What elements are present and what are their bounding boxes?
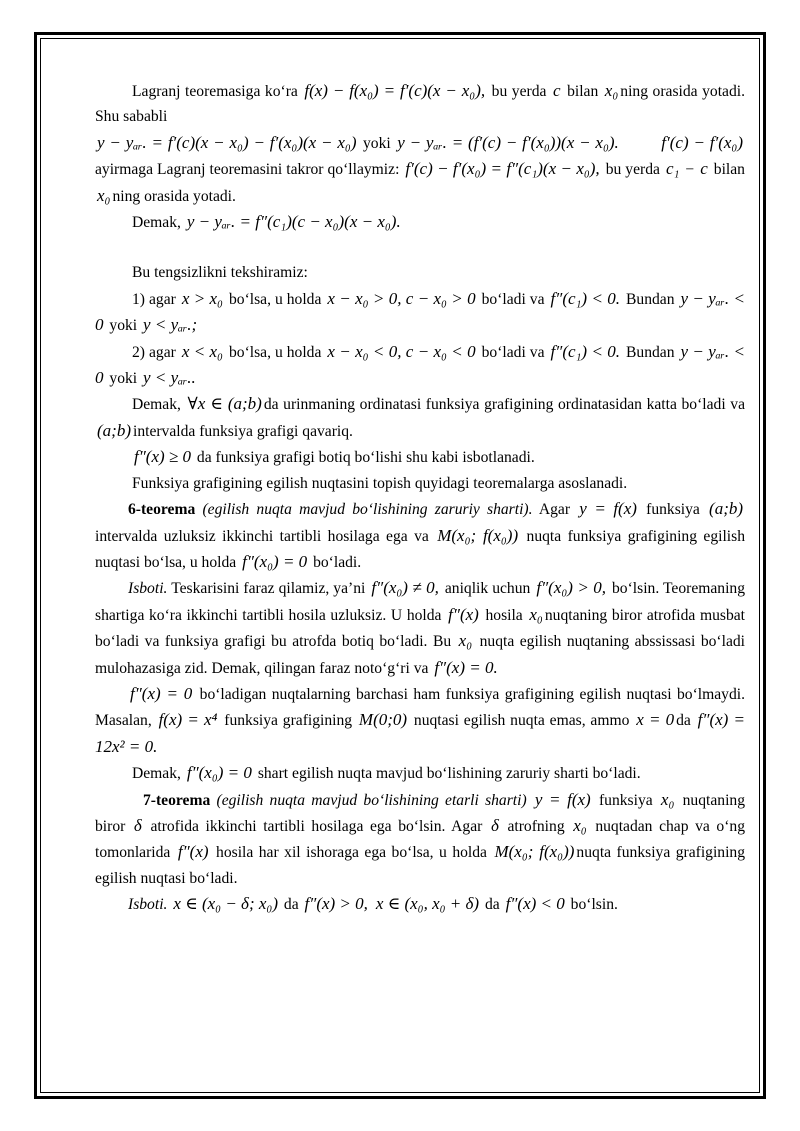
- formula: x ∈ (x₀ − δ; x₀): [173, 894, 278, 914]
- text: da funksiya grafigi botiq bo‘lishi shu kabi isbotlanadi.: [196, 449, 535, 467]
- formula: y = f(x): [534, 789, 591, 809]
- text: bo‘ladi.: [313, 553, 362, 571]
- formula: f″(x) ≥ 0: [134, 447, 192, 467]
- text: nuqtadan chap va o‘ng tomonlarida: [95, 817, 746, 862]
- paragraph-difference: y − yₐᵣ. = f′(c)(x − x₀) − f′(x₀)(x − x₀) yoki y − yₐᵣ. = (f′(c) − f′(x₀))(x − x₀). f′(c) − f′(x₀) ayirmaga Lagranj teoremasini takror qo‘llaymiz: f′(c) − f′(x₀) = f″(c₁)(x − x₀), bu yerda c₁ − c bilan x₀ ning orasida yotadi.: [95, 132, 745, 205]
- theorem-title: 6-teorema: [128, 501, 196, 519]
- formula: x − x₀ < 0, c − x₀ < 0: [327, 341, 476, 361]
- formula: c: [700, 159, 708, 179]
- formula: f′(c) − f′(x₀) = f″(c₁)(x − x₀),: [405, 159, 600, 179]
- text: Demak,: [132, 396, 181, 414]
- formula: f″(x₀) = 0: [242, 551, 308, 571]
- text: yoki: [362, 134, 391, 152]
- paragraph-case-1: [95, 286, 745, 339]
- formula: f(x) = x⁴: [158, 710, 218, 730]
- proof-label: Isboti.: [128, 580, 168, 598]
- text: 1) agar: [132, 290, 176, 308]
- formula: x > x₀: [181, 288, 223, 308]
- text: nuqtaning biror: [95, 791, 745, 835]
- text: Demak,: [132, 214, 181, 232]
- proof-label: Isboti.: [128, 896, 168, 914]
- formula: f′(c) − f′(x₀): [661, 132, 743, 152]
- text: bo‘lsa, u holda: [228, 343, 322, 361]
- formula: δ: [133, 815, 142, 835]
- paragraph-counterexample: [95, 681, 745, 760]
- text: ayirmaga Lagranj teoremasini takror qo‘llaymiz:: [95, 161, 400, 179]
- formula: (a;b): [709, 499, 744, 519]
- formula: M(0;0): [358, 710, 408, 730]
- text: Demak,: [132, 765, 181, 783]
- proof-7: [95, 891, 745, 917]
- formula: y < yₐᵣ.;: [143, 315, 198, 335]
- text: hosila: [485, 606, 523, 624]
- formula: M(x₀; f(x₀)): [437, 525, 519, 545]
- formula: x₀: [458, 631, 473, 651]
- text: da: [283, 896, 299, 914]
- text: shart egilish nuqta mavjud bo‘lishining zaruriy sharti bo‘ladi.: [257, 765, 641, 783]
- paragraph-case-2: [95, 339, 745, 392]
- formula: x ∈ (x₀, x₀ + δ): [375, 894, 480, 914]
- text: Teskarisini faraz qilamiz, ya’ni: [171, 580, 366, 598]
- formula: x₀: [97, 185, 111, 205]
- text: Bundan: [626, 343, 675, 361]
- paragraph-conclusion-1: [95, 209, 745, 235]
- formula: (a;b): [97, 420, 131, 440]
- formula: f(x) − f(x₀) = f′(c)(x − x₀),: [304, 81, 486, 100]
- paragraph-intro-theorems: [95, 471, 745, 496]
- text: nuqta egilish nuqtaning abssissasi bo‘ladi mulohazasiga zid. Demak, qilingan faraz noto‘g‘ri va: [95, 633, 745, 677]
- formula: f″(x) = 12x² = 0.: [95, 710, 745, 756]
- formula: y < yₐᵣ..: [143, 368, 196, 388]
- document-page: [95, 78, 745, 918]
- formula: c₁: [665, 159, 680, 179]
- formula: f″(x₀) > 0,: [536, 578, 606, 598]
- text: 2) agar: [132, 343, 176, 361]
- proof-6: [95, 575, 745, 681]
- text: ning orasida yotadi. Shu sababli: [95, 83, 745, 126]
- text: da urinmaning ordinatasi funksiya grafigining ordinatasidan katta bo‘ladi va: [263, 396, 745, 414]
- text: funksiya: [646, 501, 700, 519]
- formula: x = 0: [636, 710, 675, 730]
- formula: x₀: [529, 604, 543, 624]
- formula: x₀: [604, 81, 619, 100]
- theorem-subtitle: (egilish nuqta mavjud bo‘lishining zaruriy sharti).: [202, 501, 533, 519]
- formula: x < x₀: [181, 341, 223, 361]
- text: aniqlik uchun: [444, 580, 531, 598]
- text: bilan: [713, 161, 745, 179]
- formula: f″(x) > 0,: [304, 894, 368, 914]
- paragraph-lagrange: [95, 78, 745, 130]
- text: bo‘ladi va: [481, 290, 545, 308]
- text: bu yerda: [491, 83, 547, 100]
- formula: y = f(x): [579, 499, 637, 519]
- formula: x − x₀ > 0, c − x₀ > 0: [327, 288, 476, 308]
- text: Lagranj teoremasiga ko‘ra: [132, 83, 298, 100]
- formula: f″(x): [448, 604, 479, 624]
- text: nuqtaning biror atrofida musbat bo‘ladi va funksiya grafigi bu atrofda botiq bo‘ladi. Bu: [95, 606, 745, 651]
- formula: M(x₀; f(x₀)): [494, 842, 575, 862]
- formula: f″(c₁) < 0.: [550, 288, 621, 308]
- theorem-subtitle: (egilish nuqta mavjud bo‘lishining etarli sharti): [216, 791, 527, 809]
- text: bo‘lsa, u holda: [228, 290, 322, 308]
- formula: f″(x₀) ≠ 0,: [371, 578, 439, 598]
- text: atrofning: [507, 817, 565, 835]
- formula: x₀: [660, 789, 675, 809]
- theorem-6: [95, 496, 745, 575]
- text: intervalda funksiya grafigi qavariq.: [132, 422, 353, 440]
- text: nuqta funksiya grafigining egilish nuqtasi bo‘lsa, u holda: [95, 527, 745, 571]
- text: funksiya: [598, 791, 653, 809]
- text: Agar: [538, 501, 571, 519]
- text: hosila har xil ishoraga ega bo‘lsa, u holda: [216, 844, 487, 862]
- formula: f″(x): [177, 842, 209, 862]
- text: bilan: [567, 83, 599, 100]
- text: Bundan: [626, 290, 675, 308]
- text: ning orasida yotadi.: [112, 187, 236, 205]
- theorem-title: 7-teorema: [143, 791, 211, 809]
- text: bo‘ladi va: [481, 343, 545, 361]
- text: bu yerda: [605, 161, 660, 179]
- paragraph-conclusion-2: [95, 760, 745, 786]
- text: da: [676, 712, 691, 730]
- formula: f″(x) = 0: [130, 683, 193, 703]
- paragraph-check: [95, 260, 745, 285]
- paragraph-convexity: [95, 444, 745, 470]
- text: bo‘ladigan nuqtalarning barchasi ham funksiya grafigining egilish nuqtasi bo‘lmaydi. Masalan,: [95, 685, 745, 730]
- formula: c: [552, 81, 561, 100]
- text: nuqta funksiya grafigining egilish nuqtasi bo‘ladi.: [95, 844, 746, 887]
- formula: y − yₐᵣ. = (f′(c) − f′(x₀))(x − x₀).: [397, 132, 619, 152]
- formula: y − yₐᵣ. < 0: [95, 288, 745, 335]
- formula: y − yₐᵣ. < 0: [95, 341, 745, 388]
- blank-line: [95, 235, 745, 260]
- formula: f″(c₁) < 0.: [550, 341, 621, 361]
- formula: x₀: [573, 815, 587, 835]
- formula: δ: [490, 815, 499, 835]
- text: Bu tengsizlikni tekshiramiz:: [132, 264, 308, 282]
- text: intervalda uzluksiz ikkinchi tartibli hosilaga ega va: [95, 527, 429, 545]
- text: yoki: [109, 370, 138, 388]
- paragraph-concavity: [95, 391, 745, 444]
- text: yoki: [109, 317, 138, 335]
- text: Funksiya grafigining egilish nuqtasini topish quyidagi teoremalarga asoslanadi.: [132, 474, 628, 492]
- text: nuqtasi egilish nuqta emas, ammo: [413, 712, 630, 730]
- text: funksiya grafigining: [224, 712, 353, 730]
- text: da: [484, 896, 500, 914]
- formula: y − yₐᵣ. = f′(c)(x − x₀) − f′(x₀)(x − x₀): [97, 132, 357, 152]
- formula: ∀x ∈ (a;b): [187, 394, 262, 414]
- theorem-7: [95, 787, 745, 892]
- text: atrofida ikkinchi tartibli hosilaga ega bo‘lsin. Agar: [150, 817, 483, 835]
- formula: f″(x) < 0: [505, 894, 565, 914]
- text: bo‘lsin. Teoremaning shartiga ko‘ra ikkinchi tartibli hosila uzluksiz. U holda: [95, 580, 746, 624]
- text: bo‘lsin.: [570, 896, 618, 914]
- formula: f″(x₀) = 0: [186, 763, 252, 783]
- formula: f″(x) = 0.: [434, 657, 498, 677]
- formula: y − yₐᵣ. = f″(c₁)(c − x₀)(x − x₀).: [186, 212, 401, 232]
